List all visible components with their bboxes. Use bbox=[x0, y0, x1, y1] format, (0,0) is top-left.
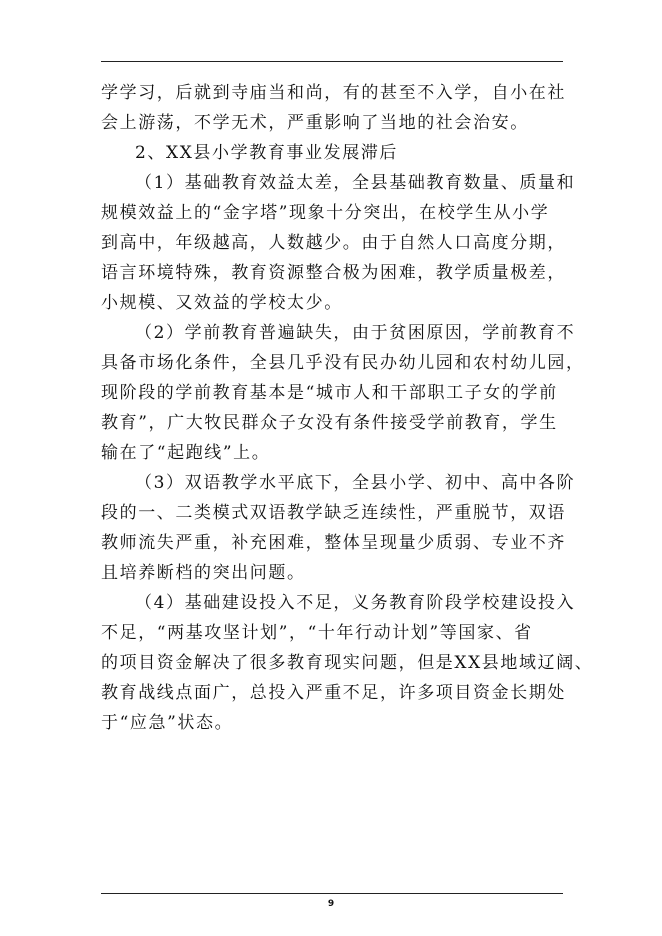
text-line: 到高中，年级越高，人数越少。由于自然人口高度分期， bbox=[101, 233, 566, 253]
text-line: 会上游荡，不学无术，严重影响了当地的社会治安。 bbox=[101, 113, 529, 133]
header-rule bbox=[101, 61, 563, 62]
text-line: 且培养断档的突出问题。 bbox=[101, 563, 306, 583]
paragraph-start: （4）基础建设投入不足，义务教育阶段学校建设投入 bbox=[135, 593, 576, 613]
footer-rule bbox=[101, 893, 563, 894]
text-line: 段的一、二类模式双语教学缺乏连续性，严重脱节，双语 bbox=[101, 503, 566, 523]
text-line: 现阶段的学前教育基本是“城市人和干部职工子女的学前 bbox=[101, 383, 558, 403]
page-number: 9 bbox=[327, 899, 335, 909]
text-line: 教育战线点面广，总投入严重不足，许多项目资金长期处 bbox=[101, 683, 566, 703]
text-line: 教师流失严重，补充困难，整体呈现量少质弱、专业不齐 bbox=[101, 533, 566, 553]
section-heading: 2、XX县小学教育事业发展滞后 bbox=[135, 143, 399, 163]
text-line: 于“应急”状态。 bbox=[101, 713, 234, 733]
text-line: 输在了“起跑线”上。 bbox=[101, 443, 271, 463]
text-line: 的项目资金解决了很多教育现实问题，但是XX县地域辽阔、 bbox=[101, 653, 594, 673]
paragraph-start: （2）学前教育普遍缺失，由于贫困原因，学前教育不 bbox=[135, 323, 576, 343]
text-line: 语言环境特殊，教育资源整合极为困难，教学质量极差， bbox=[101, 263, 566, 283]
text-line: 规模效益上的“金字塔”现象十分突出，在校学生从小学 bbox=[101, 203, 550, 223]
text-line: 不足，“两基攻坚计划”，“十年行动计划”等国家、省 bbox=[101, 623, 533, 643]
paragraph-start: （1）基础教育效益太差，全县基础教育数量、质量和 bbox=[135, 173, 576, 193]
text-line: 学学习，后就到寺庙当和尚，有的甚至不入学，自小在社 bbox=[101, 83, 566, 103]
text-line: 具备市场化条件，全县几乎没有民办幼儿园和农村幼儿园， bbox=[101, 353, 585, 373]
text-line: 教育”，广大牧民群众子女没有条件接受学前教育，学生 bbox=[101, 413, 558, 433]
paragraph-start: （3）双语教学水平底下，全县小学、初中、高中各阶 bbox=[135, 473, 576, 493]
text-line: 小规模、又效益的学校太少。 bbox=[101, 293, 343, 313]
document-body bbox=[101, 78, 594, 738]
